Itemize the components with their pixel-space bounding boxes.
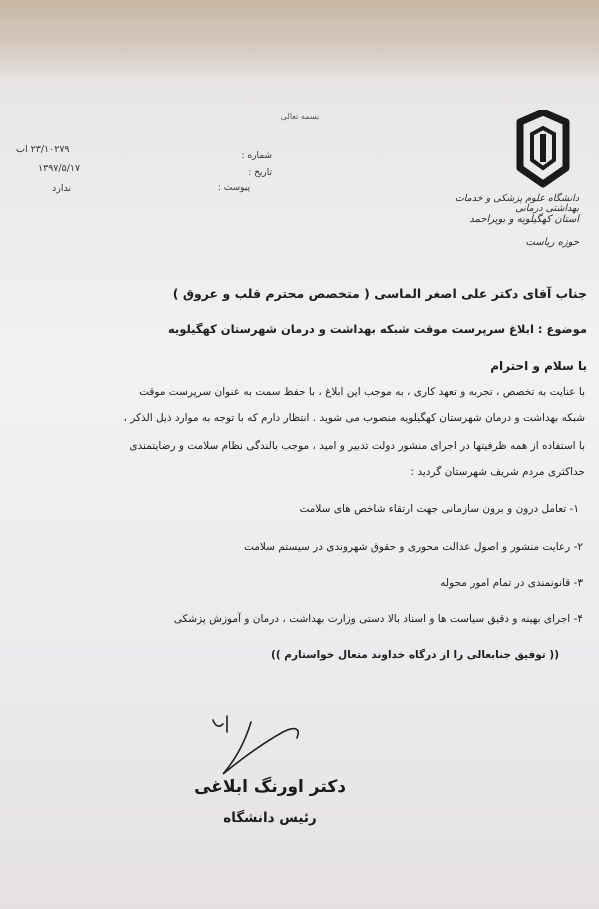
list-item-3: ۳- قانونمندی در تمام امور محوله: [440, 577, 583, 589]
attachment-value: ندارد: [52, 183, 72, 194]
university-logo-icon: [514, 110, 572, 190]
signatory-title: رئیس دانشگاه: [223, 810, 317, 826]
attachment-label: پیوست :: [217, 183, 250, 193]
org-name-line1: دانشگاه علوم پزشکی و خدمات بهداشتی درمانی: [454, 193, 579, 214]
body-line-3: با استفاده از همه ظرفیتها در اجرای منشور دولت تدبیر و امید ، موجب بالندگی نظام سلامت و رضایتمندی: [129, 440, 585, 452]
greeting: با سلام و احترام: [490, 359, 587, 373]
list-item-4: ۴- اجرای بهینه و دقیق سیاست ها و اسناد بالا دستی وزارت بهداشت ، درمان و آموزش پزشکی: [173, 613, 583, 625]
number-label: شماره :: [241, 151, 272, 161]
date-value: ۱۳۹۷/۵/۱۷: [38, 163, 81, 174]
signatory-name: دکتر اورنگ ابلاغی: [194, 777, 346, 797]
org-name-line3: حوزه ریاست: [525, 237, 579, 248]
number-value: ۲۳/۱۰۲۷۹ اب: [16, 144, 70, 155]
body-line-2: شبکه بهداشت و درمان شهرستان کهگیلویه منصوب می شوید . انتظار دارم که با توجه به موارد ذیل الذکر ،: [123, 412, 585, 424]
org-name-line2: استان کهگیلویه و بویراحمد: [469, 214, 579, 225]
subject-line: موضوع : ابلاغ سرپرست موقت شبکه بهداشت و درمان شهرستان کهگیلویه: [167, 322, 587, 336]
list-item-2: ۲- رعایت منشور و اصول عدالت محوری و حقوق شهروندی در سیستم سلامت: [243, 541, 583, 553]
handwritten-signature: [205, 712, 325, 782]
recipient-line: جناب آقای دکتر علی اصغر الماسی ( متخصص محترم قلب و عروق ): [172, 286, 587, 301]
bismillah: بسمه تعالی: [280, 112, 320, 121]
body-line-4: حداکثری مردم شریف شهرستان گردید :: [410, 466, 585, 478]
paper-top-shadow: [0, 0, 599, 78]
date-label: تاریخ :: [248, 168, 272, 178]
list-item-1: ۱- تعامل درون و برون سازمانی جهت ارتقاء شاخص های سلامت: [299, 503, 579, 515]
closing-line: (( توفیق جنابعالی را از درگاه خداوند متعال خواستارم )): [271, 649, 559, 661]
body-line-1: با عنایت به تخصص ، تجربه و تعهد کاری ، به موجب این ابلاغ ، با حفظ سمت به عنوان سرپرست موقت: [139, 386, 585, 398]
